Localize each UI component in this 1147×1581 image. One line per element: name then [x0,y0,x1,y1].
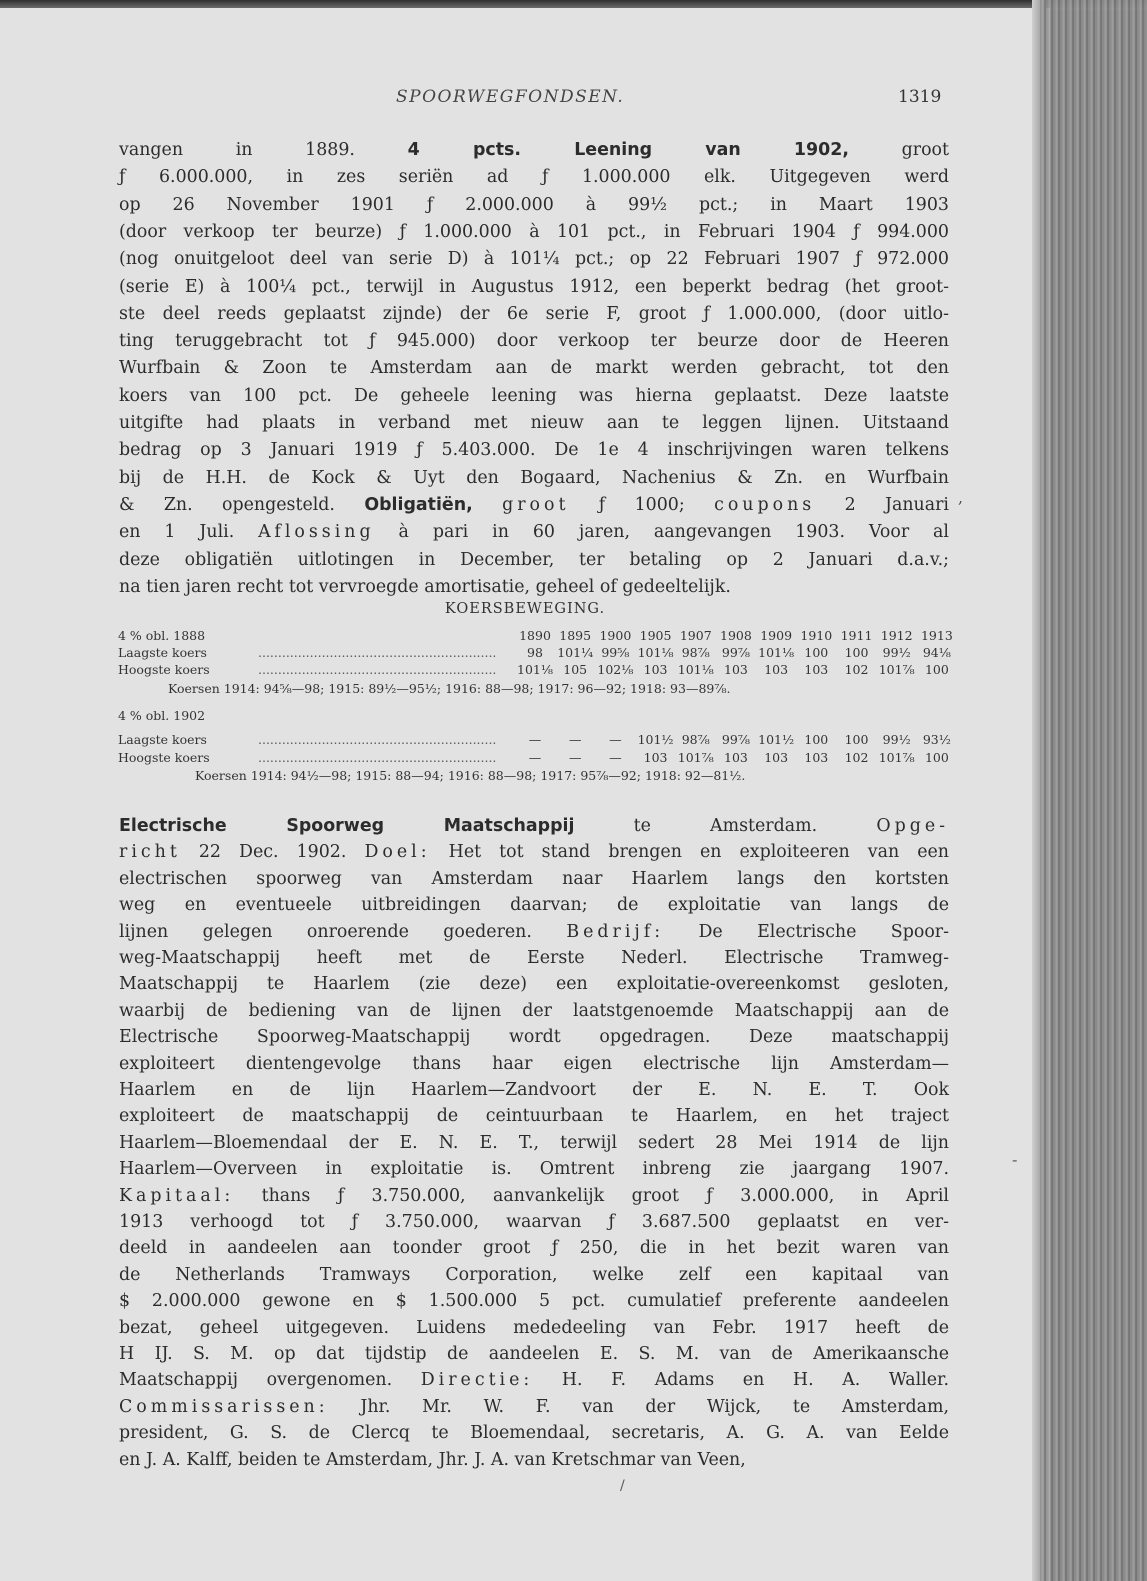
text-run: à pari in 60 jaren, aangevangen 1903. Voor al [374,522,949,543]
table-cell: 99⅞ [721,645,750,660]
table-cell: 101⅛ [758,645,795,660]
table-cell: — [528,750,542,765]
text-run: & Zn. opengesteld. [119,494,365,515]
text-run: Haarlem en de lijn Haarlem—Zandvoort der E. N. E. T. Ook [119,1080,949,1100]
text-line [119,1237,949,1259]
footer-mark: / [620,1478,625,1494]
running-header-title: SPOORWEGFONDSEN. [396,87,625,107]
table-cell: 103 [804,750,829,765]
table-cell: 102 [844,750,869,765]
text-line [119,947,949,969]
koersen-note: Koersen 1914: 94⅝—98; 1915: 89½—95½; 1916: 88—98; 1917: 96—92; 1918: 93—89⅞. [168,681,731,696]
spaced-term: coupons [714,494,816,515]
text-run: 1913 verhoogd tot ƒ 3.750.000, waarvan ƒ 3.687.500 geplaatst en ver- [119,1212,949,1232]
table-cell: 98⅞ [681,732,710,747]
text-run: en J. A. Kalff, beiden te Amsterdam, Jhr. J. A. van Kretschmar van Veen, [119,1449,746,1470]
text-run: de Netherlands Tramways Corporation, welke zelf een kapitaal van [119,1264,949,1285]
spaced-term: Bedrijf: [566,921,665,942]
text-run: bij de H.H. de Kock & Uyt den Bogaard, Nachenius & Zn. en Wurfbain [119,467,949,488]
text-run [473,495,502,515]
table-cell: 101¼ [557,645,594,660]
loan-label: 4 % obl. 1902 [118,708,206,723]
table-cell: 101⅛ [517,662,553,677]
text-line [119,1422,949,1444]
table-cell: 103 [724,750,748,765]
table-cell: 1895 [559,628,592,643]
row-label: 4 % obl. 1888 [118,628,206,643]
row-values [516,732,956,747]
table-cell: 103 [764,662,789,677]
row-label: Hoogste koers [118,750,210,765]
text-line [119,303,949,325]
text-line [119,467,949,489]
text-run: Wurfbain & Zoon te Amsterdam aan de markt werden gebracht, tot den [119,358,949,379]
spaced-term: Kapitaal: [119,1185,235,1206]
table-cell: 102⅛ [597,662,634,677]
table-cell: 1905 [639,628,672,643]
text-line [119,276,949,298]
text-run: weg-Maatschappij heeft met de Eerste Nederl. Electrische Tramweg- [119,948,949,968]
table-cell: 93½ [922,732,951,747]
text-run: 22 Dec. 1902. [180,842,365,863]
text-run: (nog onuitgeloot deel van serie D) à 101¼ pct.; op 22 Februari 1907 ƒ 972.000 [119,249,949,270]
spaced-term: Doel: [364,842,431,863]
table-cell: 100 [804,645,829,660]
table-cell: 98⅞ [681,645,710,660]
text-run: ƒ 6.000.000, in zes seriën ad ƒ 1.000.000 elk. Uitgegeven werd [119,167,949,188]
text-run: exploiteert de maatschappij de ceintuurbaan te Haarlem, en het traject [119,1106,949,1127]
table-cell: 100 [924,750,949,765]
low-row [118,645,958,661]
table-cell: 100 [844,645,869,660]
spaced-term: Aflossing [258,522,375,543]
table-cell: 100 [924,662,949,677]
text-line [119,973,949,995]
table-cell: 101⅞ [878,750,915,765]
table-cell: 101⅛ [677,662,714,677]
leader-dots: ............................................................ [258,732,497,747]
high-row [118,750,958,766]
bold-heading: Obligatiën, [364,494,473,515]
text-run: thans ƒ 3.750.000, aanvankelijk groot ƒ 3.000.000, in April [234,1185,949,1206]
text-run: electrischen spoorweg van Amsterdam naar Haarlem langs den kortsten [119,868,949,889]
text-run: ste deel reeds geplaatst zijnde) der 6e serie F, groot ƒ 1.000.000, (door uitlo- [119,303,949,324]
text-line [119,549,949,571]
leader-dots: ............................................................ [258,662,497,677]
koersbeweging-heading: KOERSBEWEGING. [444,601,606,617]
page-number: 1319 [898,87,942,107]
spaced-term: Commissarissen: [119,1396,329,1417]
spaced-term: Opge- [876,816,950,836]
text-run: H. F. Adams en H. A. Waller. [533,1370,949,1391]
text-line [119,894,949,916]
text-run: Haarlem—Bloemendaal der E. N. E. T., terwijl sedert 28 Mei 1914 de lijn [119,1132,949,1153]
koersen-note: Koersen 1914: 94½—98; 1915: 88—94; 1916: 88—98; 1917: 95⅞—92; 1918: 92—81½. [195,768,746,783]
table-cell: 99⅝ [601,645,630,660]
bold-heading: Electrische Spoorweg Maatschappij [119,816,575,836]
table-cell: 99½ [882,645,911,660]
spaced-term: richt [119,842,181,863]
table-cell: 1909 [760,628,793,643]
text-run: uitgifte had plaats in verband met nieuw aan te leggen lijnen. Uitstaand [119,413,949,433]
table-cell: 101⅞ [677,750,714,765]
text-line [119,194,949,216]
text-line [119,1343,949,1365]
table-cell: 1913 [920,628,953,643]
row-values [516,628,956,643]
text-run: (serie E) à 100¼ pct., terwijl in Augustus 1912, een beperkt bedrag (het groot- [119,276,949,297]
leader-dots: ............................................................ [258,645,497,660]
text-line [119,221,949,243]
spaced-term: groot [502,494,570,515]
text-line [119,921,949,943]
text-run: Haarlem—Overveen in exploitatie is. Omtrent inbreng zie jaargang 1907. [119,1159,949,1180]
text-line [119,521,949,543]
text-run: na tien jaren recht tot vervroegde amortisatie, geheel of gedeeltelijk. [119,576,731,597]
text-run: op 26 November 1901 ƒ 2.000.000 à 99½ pct.; in Maart 1903 [119,194,949,215]
spaced-term: Directie: [420,1370,534,1391]
text-run: De Electrische Spoor- [664,921,949,942]
table-cell: 1911 [840,628,873,643]
table-cell: 1908 [720,628,752,643]
text-run: deze obligatiën uitlotingen in December, ter betaling op 2 Januari d.a.v.; [119,549,949,570]
text-run: groot [848,140,949,160]
row-values [516,662,956,677]
row-values [516,750,956,765]
text-line [119,1290,949,1312]
text-run: Electrische Spoorweg-Maatschappij wordt opgedragen. Deze maatschappij [119,1027,949,1048]
text-line [119,1105,949,1127]
table-cell: — [609,732,622,747]
text-line [119,868,949,890]
text-line [119,439,949,461]
text-run: bedrag op 3 Januari 1919 ƒ 5.403.000. De 1e 4 inschrijvingen waren telkens [119,440,949,461]
table-cell: 101½ [637,732,674,747]
table-cell: — [568,732,582,747]
text-line [119,494,949,516]
text-run: te Amsterdam. [574,816,877,836]
table-cell: 98 [527,645,543,660]
table-cell: 1912 [880,628,913,643]
table-cell: 99⅞ [721,732,750,747]
table-cell: 103 [643,662,668,677]
table-cell: 101⅛ [637,645,674,660]
text-run: en 1 Juli. [119,522,259,543]
text-line [119,841,949,863]
text-line [119,1026,949,1048]
text-run: bezat, geheel uitgegeven. Luidens mededeeling van Febr. 1917 heeft de [119,1317,949,1338]
text-line [119,166,949,188]
table-cell: — [568,750,582,765]
table-cell: 103 [764,750,789,765]
table-cell: 94⅛ [922,645,951,660]
text-run: ƒ 1000; [569,494,715,515]
text-run: Jhr. Mr. W. F. van der Wijck, te Amsterdam, [328,1396,949,1417]
text-line [119,1132,949,1154]
table-cell: 99½ [882,732,911,747]
table-cell: — [609,750,622,765]
text-line [119,412,949,434]
text-line [119,1317,949,1339]
text-line [119,1185,949,1207]
text-run: $ 2.000.000 gewone en $ 1.500.000 5 pct. cumulatief preferente aandeelen [119,1291,949,1312]
table-cell: 101⅞ [878,662,915,677]
text-run: lijnen gelegen onroerende goederen. [119,921,567,942]
text-line [119,139,949,161]
bold-heading: 4 pcts. Leening van 1902, [407,140,849,160]
table-cell: 103 [804,662,829,677]
text-run: exploiteert dientengevolge thans haar eigen electrische lijn Amsterdam— [119,1053,949,1074]
text-run: deeld in aandeelen aan toonder groot ƒ 250, die in het bezit waren van [119,1238,949,1259]
text-run: 2 Januari [815,494,949,515]
text-line [119,1396,949,1418]
text-run: Maatschappij te Haarlem (zie deze) een exploitatie-overeenkomst gesloten, [119,974,949,995]
table-cell: — [528,732,542,747]
text-run: Maatschappij overgenomen. [119,1370,421,1391]
margin-mark: , [958,488,964,507]
margin-mark: - [1012,1150,1018,1169]
leader-dots: ............................................................ [258,750,497,765]
text-line [119,330,949,352]
table-cell: 102 [844,662,869,677]
text-run: koers van 100 pct. De geheele leening was hierna geplaatst. Deze laatste [119,385,949,406]
text-run: Het tot stand brengen en exploiteeren van een [430,842,950,863]
table-cell: 1907 [679,628,712,643]
year-header-row [118,628,958,644]
table-cell: 105 [563,662,588,677]
text-line [119,815,949,837]
table-cell: 1900 [599,628,632,643]
low-row [118,732,958,748]
text-run: president, G. S. de Clercq te Bloemendaal, secretaris, A. G. A. van Eelde [119,1423,949,1444]
book-spine [1040,0,1147,1581]
row-values [516,645,956,660]
text-line [119,1211,949,1233]
text-run: H IJ. S. M. op dat tijdstip de aandeelen E. S. M. van de Amerikaansche [119,1344,949,1364]
row-label: Laagste koers [118,645,207,660]
table-cell: 103 [643,750,668,765]
table-cell: 101½ [758,732,795,747]
text-line [119,576,949,598]
table-cell: 1890 [519,628,551,643]
text-run: ting teruggebracht tot ƒ 945.000) door verkoop ter beurze door de Heeren [119,331,949,352]
text-line [119,1369,949,1391]
high-row [118,662,958,678]
text-run: weg en eventueele uitbreidingen daarvan; de exploitatie van langs de [119,895,949,916]
table-cell: 100 [844,732,869,747]
text-line [119,1000,949,1022]
text-line [119,1264,949,1286]
table-cell: 103 [724,662,748,677]
text-line [119,1158,949,1180]
text-run: (door verkoop ter beurze) ƒ 1.000.000 à 101 pct., in Februari 1904 ƒ 994.000 [119,221,949,242]
text-run: waarbij de bediening van de lijnen der laatstgenoemde Maatschappij aan de [119,1000,949,1021]
text-run: vangen in 1889. [119,140,408,160]
row-label: Laagste koers [118,732,207,747]
text-line [119,1449,949,1471]
text-line [119,385,949,407]
text-line [119,1053,949,1075]
text-line [119,1079,949,1101]
text-line [119,248,949,270]
row-label: Hoogste koers [118,662,210,677]
table-cell: 1910 [800,628,833,643]
table-cell: 100 [804,732,829,747]
text-line [119,357,949,379]
